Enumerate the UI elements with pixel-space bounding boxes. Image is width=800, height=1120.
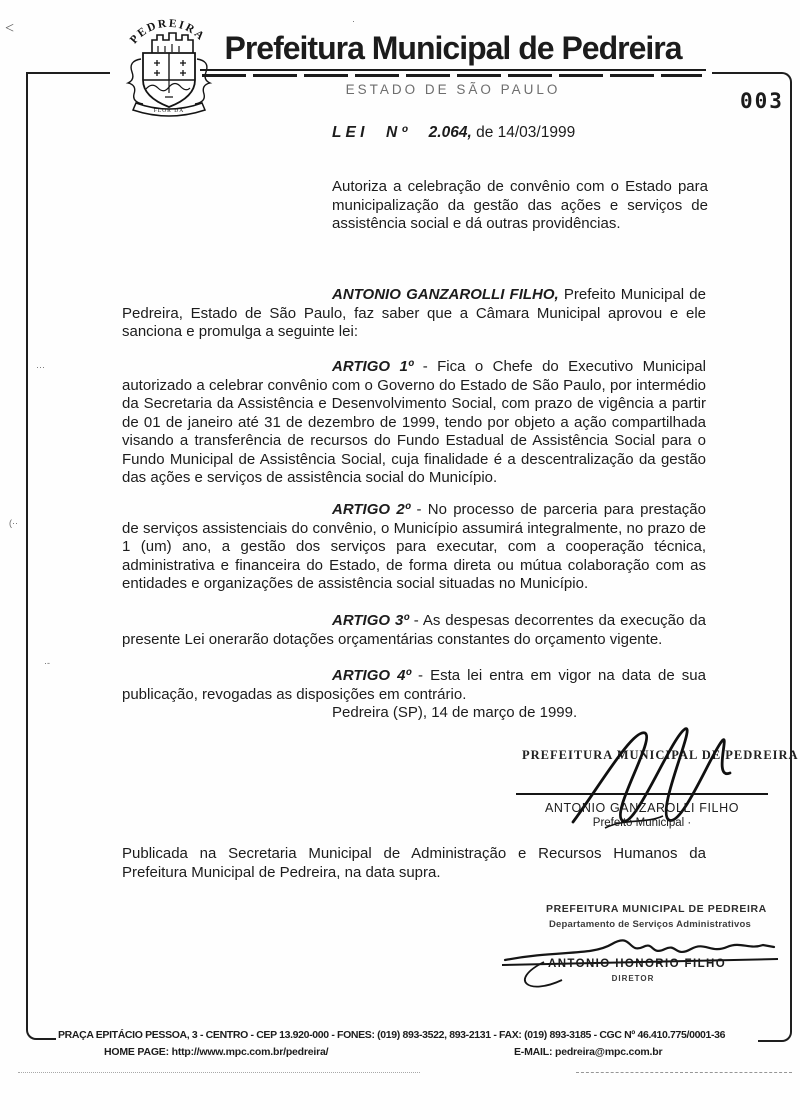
artigo-1-label: ARTIGO 1º [332, 358, 414, 375]
scan-speck: ·- [44, 658, 50, 668]
paragraph-artigo-1 [122, 358, 706, 488]
scan-speck: ··· [36, 362, 45, 372]
frame-left-line [26, 72, 56, 1040]
scan-speck: · [352, 16, 355, 26]
law-number: L E I N º 2.064, [332, 124, 472, 141]
scan-artifact-dotted-line [18, 1072, 420, 1073]
artigo-4-label: ARTIGO 4º [332, 667, 411, 684]
scan-corner-mark: < [5, 20, 15, 37]
frame-right-line [758, 72, 792, 1042]
publication-note: Publicada na Secretaria Municipal de Administração e Recursos Humanos da Prefeitura Municipal de Pedreira, na data supra. [122, 845, 706, 881]
paragraph-artigo-3 [122, 612, 706, 649]
footer-home-page: HOME PAGE: http://www.mpc.com.br/pedreira/ [104, 1046, 329, 1058]
mayor-stamp-text: PREFEITURA MUNICIPAL DE PEDREIRA [522, 748, 799, 762]
law-summary: Autoriza a celebração de convênio com o Estado para municipalização da gestão das ações e serviços de assistência social e dá outras providências. [332, 178, 708, 233]
law-heading [332, 124, 575, 142]
svg-text:PEDREIRA [128, 18, 207, 47]
artigo-2-text: - No processo de parceria para prestação de serviços assistenciais do convênio, o Município assumirá integralmente, no prazo de 1 (um) ano, a gestão dos serviços para executar, com a cooperação técnica, administrativa e financeira do Estado, de forma direta ou mútua colaboração com as entidades e organizações de assistência social situadas no Município. [122, 501, 706, 592]
paragraph-opening-text: Prefeito Municipal de Pedreira, Estado de São Paulo, faz saber que a Câmara Municipal aprovou e ele sanciona e promulga a seguinte lei: [122, 286, 706, 340]
title-underline [200, 69, 706, 71]
title-underline-broken [202, 74, 702, 77]
artigo-4-text: - Esta lei entra em vigor na data de sua publicação, revogadas as disposições em contrário. [122, 667, 706, 703]
footer-address: PRAÇA EPITÁCIO PESSOA, 3 - CENTRO - CEP 13.920-000 - FONES: (019) 893-3522, 893-2131 - FAX: (019) 893-3185 - CGC Nº 46.410.775/0001-36 [58, 1029, 726, 1041]
page-number: 003 [740, 89, 784, 113]
mayor-name-lead: ANTONIO GANZAROLLI FILHO, [332, 286, 559, 303]
director-signature-name: ANTONIO HONORIO FILHO [548, 958, 727, 970]
frame-top-right-line [712, 72, 762, 74]
mayor-signature-role: Prefeito Municipal · [592, 817, 692, 829]
dateline: Pedreira (SP), 14 de março de 1999. [332, 704, 578, 721]
paragraph-artigo-4 [122, 667, 706, 704]
scan-artifact-dashed-line [576, 1072, 792, 1073]
mayor-signature-name: ANTONIO GANZAROLLI FILHO [544, 801, 740, 815]
scan-speck: (·· [9, 518, 18, 528]
artigo-3-label: ARTIGO 3º [332, 612, 409, 629]
director-stamp-line1: PREFEITURA MUNICIPAL DE PEDREIRA [546, 903, 767, 915]
artigo-3-text: - As despesas decorrentes da execução da presente Lei onerarão dotações orçamentárias constantes do orçamento vigente. [122, 612, 706, 648]
paragraph-opening [122, 286, 706, 342]
paragraph-artigo-2 [122, 501, 706, 594]
document-subtitle: ESTADO DE SÃO PAULO [345, 82, 561, 97]
document-title: Prefeitura Municipal de Pedreira [224, 30, 682, 66]
director-signature-role: DIRETOR [611, 974, 655, 983]
logo-arc-text: PEDREIRA [127, 17, 208, 47]
artigo-2-label: ARTIGO 2º [332, 501, 411, 518]
mayor-signature-line [516, 793, 768, 795]
artigo-1-text: - Fica o Chefe do Executivo Municipal autorizado a celebrar convênio com o Governo do Estado de São Paulo, por intermédio da Secretaria da Assistência e Desenvolvimento Social, com prazo de vigência a partir de 01 de janeiro até 31 de dezembro de 1999, tendo por objeto a ação compartilhada visando a transferência de recursos do Fundo Estadual de Assistência Social para o Fundo Municipal de Assistência Social, cuja finalidade é a descentralização da gestão das ações e serviços de assistência social do Município. [122, 358, 706, 486]
director-stamp-line2: Departamento de Serviços Administrativos [549, 919, 751, 930]
footer-email: E-MAIL: pedreira@mpc.com.br [514, 1046, 663, 1058]
logo-ribbon-text: FLOR DA [153, 108, 185, 114]
law-date: de 14/03/1999 [471, 124, 576, 141]
